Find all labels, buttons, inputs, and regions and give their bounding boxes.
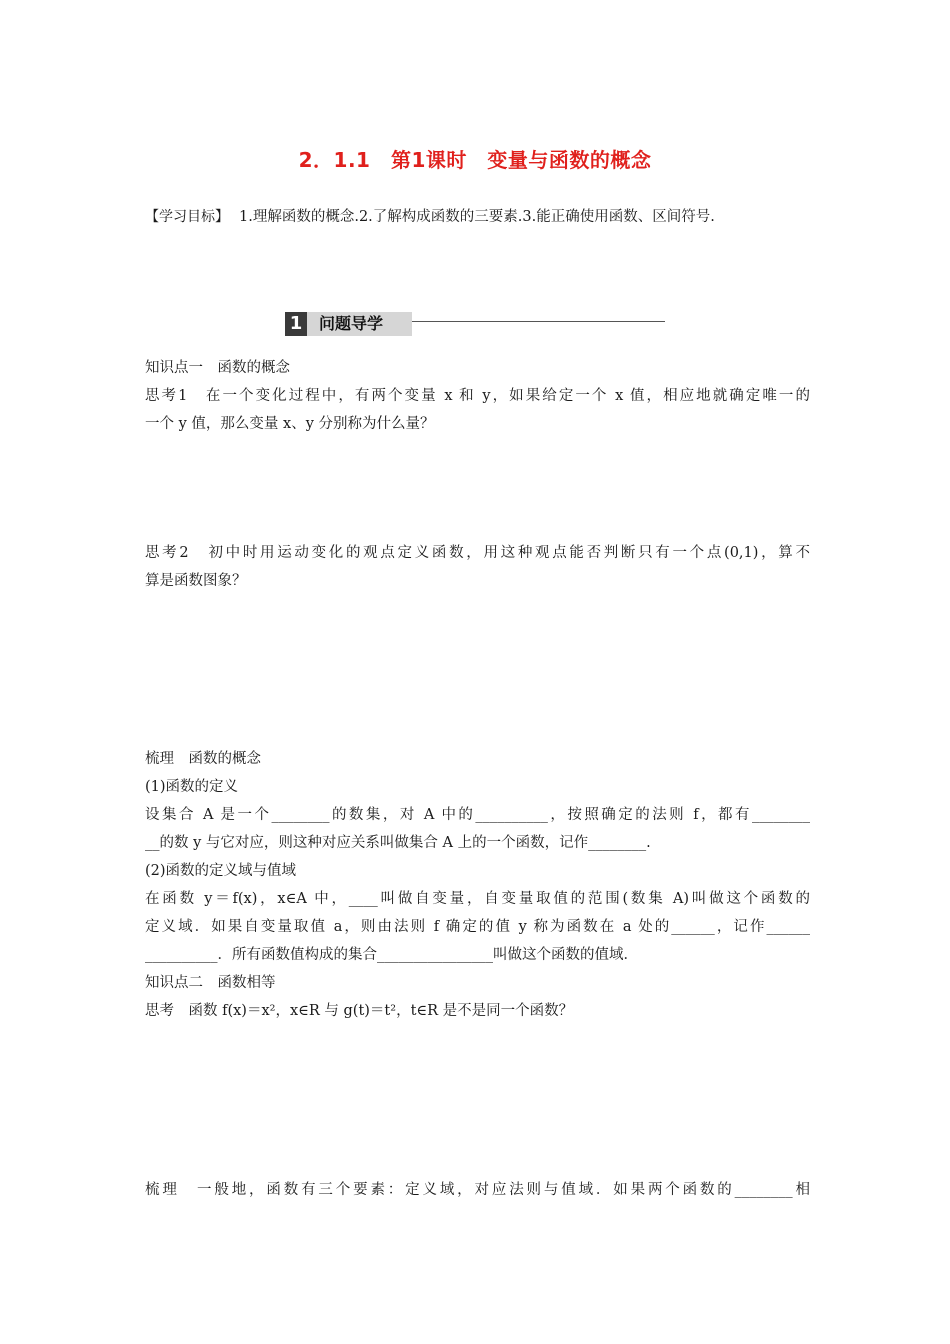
summary-1-heading: 梳理 函数的概念 — [145, 751, 261, 767]
think-2-line-2: 算是函数图象？ — [145, 573, 247, 589]
summary-2-line: 梳理 一般地，函数有三个要素：定义域，对应法则与值域．如果两个函数的________相 — [145, 1182, 810, 1198]
section-rule — [412, 321, 665, 322]
section-header — [285, 312, 665, 336]
think-3-line: 思考 函数 f(x)＝x²，x∈R 与 g(t)＝t²，t∈R 是不是同一个函数？ — [145, 1003, 574, 1019]
think-2-line-1: 思考2 初中时用运动变化的观点定义函数，用这种观点能否判断只有一个点(0,1)，算不 — [145, 545, 810, 561]
definition-line-2: __的数 y 与它对应，则这种对应关系叫做集合 A 上的一个函数，记作________. — [145, 835, 651, 851]
objectives-tag: 【学习目标】 — [145, 209, 229, 225]
domain-line-2: 定义域．如果自变量取值 a，则由法则 f 确定的值 y 称为函数在 a 处的______，记作______ — [145, 919, 810, 935]
section-number: 1 — [285, 312, 307, 336]
subheading-domain-range: (2)函数的定义域与值域 — [145, 863, 297, 879]
section-label: 问题导学 — [319, 314, 384, 333]
objectives-text: 1.理解函数的概念.2.了解构成函数的三要素.3.能正确使用函数、区间符号. — [239, 209, 715, 225]
knowledge-point-2-heading: 知识点二 函数相等 — [145, 975, 276, 991]
page-title: 2．1.1 第1课时 变量与函数的概念 — [298, 148, 652, 172]
subheading-definition: (1)函数的定义 — [145, 779, 239, 795]
domain-line-3: __________．所有函数值构成的集合________________叫做这个函数的值域． — [145, 947, 638, 963]
think-1-line-2: 一个 y 值，那么变量 x、y 分别称为什么量？ — [145, 416, 435, 432]
domain-line-1: 在函数 y＝f(x)，x∈A 中，____叫做自变量，自变量取值的范围(数集 A)叫做这个函数的 — [145, 891, 810, 907]
think-1-line-1: 思考1 在一个变化过程中，有两个变量 x 和 y，如果给定一个 x 值，相应地就确定唯一的 — [145, 388, 810, 404]
learning-objectives — [145, 205, 845, 226]
knowledge-point-1-heading: 知识点一 函数的概念 — [145, 360, 290, 376]
definition-line-1: 设集合 A 是一个________的数集，对 A 中的__________，按照确定的法则 f，都有________ — [145, 807, 810, 823]
